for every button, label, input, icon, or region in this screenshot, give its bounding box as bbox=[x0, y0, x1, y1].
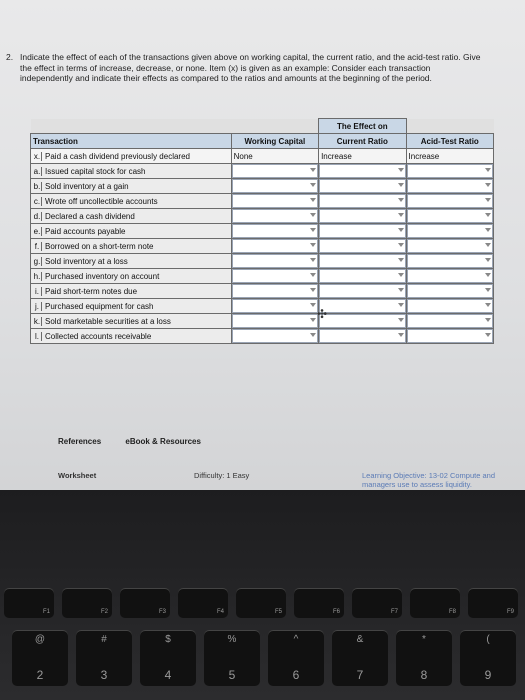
transaction-row bbox=[31, 239, 494, 254]
working-capital-select[interactable] bbox=[231, 254, 318, 269]
chevron-down-icon bbox=[485, 258, 491, 262]
working-capital-select[interactable] bbox=[231, 179, 318, 194]
col-transaction: Transaction bbox=[31, 134, 232, 149]
chevron-down-icon bbox=[485, 168, 491, 172]
key-digit: 6 bbox=[292, 668, 300, 682]
working-capital-select[interactable] bbox=[231, 269, 318, 284]
chevron-down-icon bbox=[398, 288, 404, 292]
laptop-keyboard bbox=[0, 490, 525, 700]
key-label: F1 bbox=[42, 609, 50, 615]
current-ratio-select[interactable] bbox=[319, 239, 406, 254]
key-digit: 4 bbox=[164, 668, 172, 682]
row-letter: a. bbox=[33, 166, 41, 176]
transaction-row bbox=[31, 269, 494, 284]
row-letter: i. bbox=[33, 287, 42, 296]
function-key[interactable] bbox=[4, 588, 54, 618]
current-ratio-select[interactable] bbox=[319, 329, 406, 344]
transaction-row bbox=[31, 224, 494, 239]
transaction-label bbox=[31, 209, 232, 224]
row-text: Sold inventory at a gain bbox=[45, 181, 129, 191]
transaction-label bbox=[31, 164, 232, 179]
key-label: F9 bbox=[506, 609, 514, 615]
transaction-label bbox=[31, 329, 232, 344]
acid-test-ratio-select[interactable] bbox=[406, 299, 493, 314]
chevron-down-icon bbox=[310, 288, 316, 292]
number-key[interactable] bbox=[12, 630, 68, 686]
chevron-down-icon bbox=[398, 228, 404, 232]
key-digit: 3 bbox=[100, 668, 108, 682]
acid-test-ratio-select[interactable] bbox=[406, 329, 493, 344]
row-letter: e. bbox=[33, 226, 41, 236]
chevron-down-icon bbox=[398, 168, 404, 172]
transaction-row bbox=[31, 209, 494, 224]
difficulty-label: Difficulty: 1 Easy bbox=[194, 471, 250, 480]
current-ratio-select[interactable] bbox=[319, 194, 406, 209]
current-ratio-select[interactable] bbox=[319, 224, 406, 239]
current-ratio-select[interactable] bbox=[319, 299, 406, 314]
current-ratio-select[interactable] bbox=[319, 284, 406, 299]
row-letter: x. bbox=[33, 151, 41, 161]
acid-test-ratio-select[interactable] bbox=[406, 269, 493, 284]
chevron-down-icon bbox=[398, 198, 404, 202]
transaction-label bbox=[31, 194, 232, 209]
chevron-down-icon bbox=[310, 318, 316, 322]
row-letter: c. bbox=[33, 196, 41, 206]
chevron-down-icon bbox=[398, 213, 404, 217]
blank-header-cell bbox=[406, 119, 493, 134]
example-current-ratio: Increase bbox=[319, 149, 406, 164]
key-digit: 2 bbox=[36, 668, 44, 682]
working-capital-select[interactable] bbox=[231, 314, 318, 329]
key-label: F5 bbox=[274, 609, 282, 615]
number-key[interactable] bbox=[460, 630, 516, 686]
function-key[interactable] bbox=[468, 588, 518, 618]
key-digit: 8 bbox=[420, 668, 428, 682]
example-row bbox=[31, 149, 494, 164]
chevron-down-icon bbox=[485, 288, 491, 292]
chevron-down-icon bbox=[310, 183, 316, 187]
function-key[interactable] bbox=[120, 588, 170, 618]
learning-objective: Learning Objective: 13-02 Compute and managers use to assess liquidity. bbox=[362, 471, 496, 489]
row-text: Purchased equipment for cash bbox=[45, 301, 154, 311]
number-key[interactable] bbox=[268, 630, 324, 686]
chevron-down-icon bbox=[485, 198, 491, 202]
example-acid-test-ratio: Increase bbox=[406, 149, 493, 164]
row-text: Declared a cash dividend bbox=[45, 211, 135, 221]
acid-test-ratio-select[interactable] bbox=[406, 239, 493, 254]
row-letter: h. bbox=[33, 271, 41, 281]
working-capital-select[interactable] bbox=[231, 299, 318, 314]
transaction-label bbox=[31, 239, 232, 254]
example-transaction bbox=[31, 149, 232, 164]
chevron-down-icon bbox=[485, 183, 491, 187]
key-digit: 9 bbox=[484, 668, 492, 682]
transaction-label bbox=[31, 224, 232, 239]
move-cursor-icon: ✣ bbox=[317, 307, 328, 321]
key-label: F7 bbox=[390, 609, 398, 615]
chevron-down-icon bbox=[310, 198, 316, 202]
acid-test-ratio-select[interactable] bbox=[406, 284, 493, 299]
row-text: Sold marketable securities at a loss bbox=[45, 316, 171, 326]
number-key[interactable] bbox=[332, 630, 388, 686]
resource-links bbox=[58, 437, 223, 446]
key-digit: 5 bbox=[228, 668, 236, 682]
transaction-label bbox=[31, 314, 232, 329]
key-digit: 7 bbox=[356, 668, 364, 682]
key-symbol: % bbox=[227, 634, 237, 645]
transaction-label bbox=[31, 179, 232, 194]
function-key[interactable] bbox=[410, 588, 460, 618]
references-link[interactable]: References bbox=[58, 437, 102, 446]
row-letter: k. bbox=[33, 316, 41, 326]
working-capital-select[interactable] bbox=[231, 284, 318, 299]
acid-test-ratio-select[interactable] bbox=[406, 224, 493, 239]
row-letter: b. bbox=[33, 181, 41, 191]
current-ratio-select[interactable] bbox=[319, 254, 406, 269]
transaction-label bbox=[31, 254, 232, 269]
key-label: F3 bbox=[158, 609, 166, 615]
chevron-down-icon bbox=[485, 213, 491, 217]
row-text: Paid a cash dividend previously declared bbox=[45, 151, 190, 161]
working-capital-select[interactable] bbox=[231, 194, 318, 209]
chevron-down-icon bbox=[398, 258, 404, 262]
row-text: Paid short-term notes due bbox=[45, 286, 138, 296]
working-capital-select[interactable] bbox=[231, 329, 318, 344]
chevron-down-icon bbox=[485, 273, 491, 277]
transaction-row bbox=[31, 194, 494, 209]
key-label: F6 bbox=[332, 609, 340, 615]
row-letter: d. bbox=[33, 211, 41, 221]
working-capital-select[interactable] bbox=[231, 164, 318, 179]
chevron-down-icon bbox=[398, 183, 404, 187]
chevron-down-icon bbox=[398, 318, 404, 322]
transaction-row bbox=[31, 179, 494, 194]
row-text: Collected accounts receivable bbox=[45, 331, 152, 341]
chevron-down-icon bbox=[310, 303, 316, 307]
chevron-down-icon bbox=[485, 228, 491, 232]
effect-on-header: The Effect on bbox=[319, 119, 406, 134]
acid-test-ratio-select[interactable] bbox=[406, 179, 493, 194]
transaction-row bbox=[31, 164, 494, 179]
row-letter: l. bbox=[33, 332, 42, 341]
chevron-down-icon bbox=[485, 243, 491, 247]
current-ratio-select[interactable] bbox=[319, 209, 406, 224]
current-ratio-select[interactable] bbox=[319, 164, 406, 179]
chevron-down-icon bbox=[485, 318, 491, 322]
key-symbol: $ bbox=[165, 634, 171, 645]
row-letter: j. bbox=[33, 302, 42, 311]
function-key[interactable] bbox=[236, 588, 286, 618]
key-symbol: @ bbox=[34, 634, 46, 645]
column-header-row bbox=[31, 134, 494, 149]
key-label: F4 bbox=[216, 609, 224, 615]
current-ratio-select[interactable] bbox=[319, 179, 406, 194]
transaction-row bbox=[31, 284, 494, 299]
col-acid-test-ratio: Acid-Test Ratio bbox=[406, 134, 493, 149]
transaction-row bbox=[31, 299, 494, 314]
chevron-down-icon bbox=[485, 333, 491, 337]
blank-header-cell bbox=[31, 119, 319, 134]
row-letter: g. bbox=[33, 256, 41, 266]
col-current-ratio: Current Ratio bbox=[319, 134, 406, 149]
example-working-capital: None bbox=[231, 149, 318, 164]
row-text: Issued capital stock for cash bbox=[45, 166, 146, 176]
key-symbol: ^ bbox=[293, 634, 299, 645]
transaction-row bbox=[31, 314, 494, 329]
chevron-down-icon bbox=[398, 333, 404, 337]
transaction-label bbox=[31, 299, 232, 314]
number-key[interactable] bbox=[204, 630, 260, 686]
current-ratio-select[interactable] bbox=[319, 314, 406, 329]
working-capital-select[interactable] bbox=[231, 224, 318, 239]
group-header-row bbox=[31, 119, 494, 134]
number-key[interactable] bbox=[140, 630, 196, 686]
working-capital-select[interactable] bbox=[231, 209, 318, 224]
row-text: Purchased inventory on account bbox=[45, 271, 160, 281]
chevron-down-icon bbox=[310, 273, 316, 277]
key-symbol: ( bbox=[486, 634, 490, 645]
chevron-down-icon bbox=[310, 228, 316, 232]
question-text: Indicate the effect of each of the transactions given above on working capital, the current ratio, and the acid-test ratio. Give the effect in terms of increase, decrease, or none. Item (x) is given as an example: Consider each transaction independently and indicate their effects as compared to the ratios and amounts at the beginning of the period. bbox=[20, 52, 481, 83]
key-symbol: & bbox=[356, 634, 364, 645]
effects-table bbox=[30, 118, 494, 344]
chevron-down-icon bbox=[398, 273, 404, 277]
row-text: Sold inventory at a loss bbox=[45, 256, 128, 266]
chevron-down-icon bbox=[310, 213, 316, 217]
current-ratio-select[interactable] bbox=[319, 269, 406, 284]
key-label: F2 bbox=[100, 609, 108, 615]
acid-test-ratio-select[interactable] bbox=[406, 254, 493, 269]
key-symbol: * bbox=[422, 634, 426, 645]
key-label: F8 bbox=[448, 609, 456, 615]
worksheet-link[interactable]: Worksheet bbox=[58, 471, 97, 480]
ebook-resources-link[interactable]: eBook & Resources bbox=[125, 437, 201, 446]
acid-test-ratio-select[interactable] bbox=[406, 314, 493, 329]
transaction-label bbox=[31, 284, 232, 299]
function-key[interactable] bbox=[178, 588, 228, 618]
function-key[interactable] bbox=[294, 588, 344, 618]
key-symbol: # bbox=[101, 634, 107, 645]
function-key[interactable] bbox=[62, 588, 112, 618]
chevron-down-icon bbox=[310, 258, 316, 262]
chevron-down-icon bbox=[398, 243, 404, 247]
row-text: Paid accounts payable bbox=[45, 226, 126, 236]
acid-test-ratio-select[interactable] bbox=[406, 164, 493, 179]
row-text: Wrote off uncollectible accounts bbox=[45, 196, 158, 206]
transaction-row bbox=[31, 329, 494, 344]
col-working-capital: Working Capital bbox=[231, 134, 318, 149]
acid-test-ratio-select[interactable] bbox=[406, 194, 493, 209]
number-key[interactable] bbox=[396, 630, 452, 686]
chevron-down-icon bbox=[310, 333, 316, 337]
function-key[interactable] bbox=[352, 588, 402, 618]
transaction-row bbox=[31, 254, 494, 269]
chevron-down-icon bbox=[310, 243, 316, 247]
chevron-down-icon bbox=[310, 168, 316, 172]
row-letter: f. bbox=[33, 242, 42, 251]
row-text: Borrowed on a short-term note bbox=[45, 241, 154, 251]
number-key[interactable] bbox=[76, 630, 132, 686]
working-capital-select[interactable] bbox=[231, 239, 318, 254]
chevron-down-icon bbox=[398, 303, 404, 307]
transaction-label bbox=[31, 269, 232, 284]
chevron-down-icon bbox=[485, 303, 491, 307]
question-number: 2. bbox=[6, 52, 14, 62]
acid-test-ratio-select[interactable] bbox=[406, 209, 493, 224]
